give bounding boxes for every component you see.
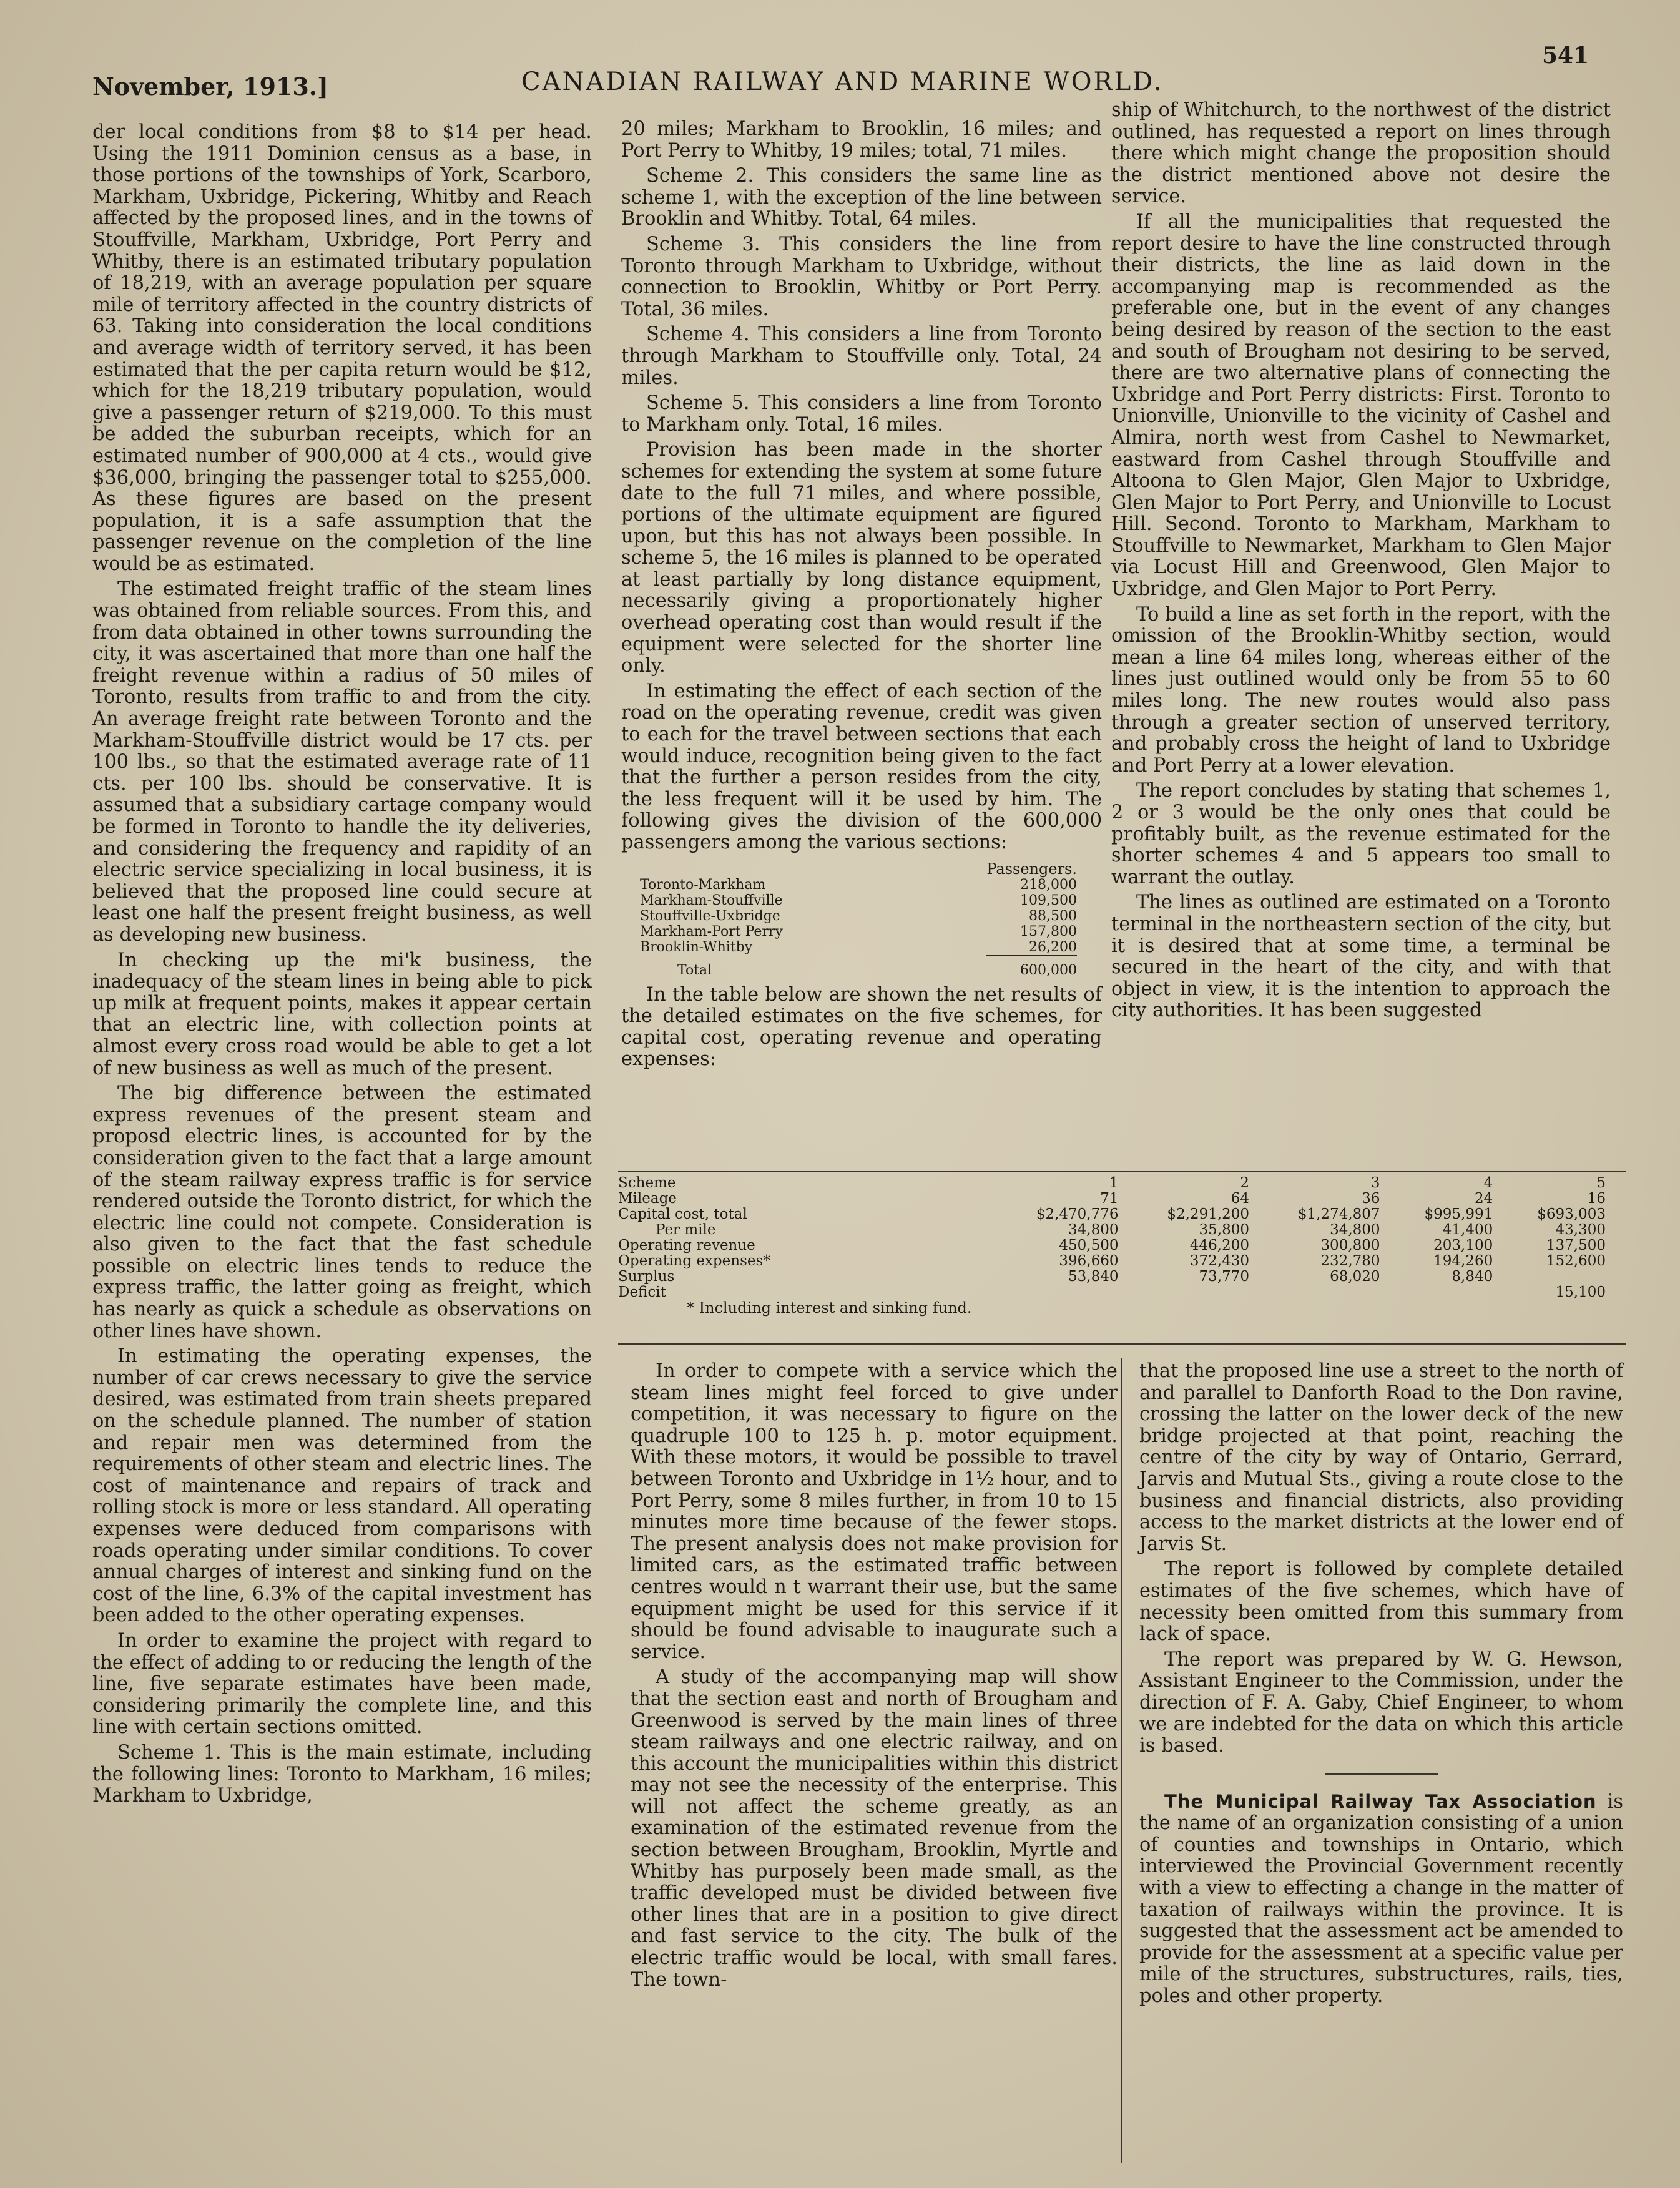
total-label: Total: [677, 962, 712, 978]
paragraph: The lines as outlined are estimated on a Toronto terminal in the northeastern section of the city, but it is desired that at some time, a terminal be secured in the heart of the city, and with that object in view, it is the intention to approach the city authorities. It has been suggested: [1111, 891, 1611, 1022]
passenger-table: [640, 861, 1077, 978]
column-header: 2: [1240, 1175, 1250, 1191]
cell: 450,500: [1059, 1237, 1119, 1253]
section-name: Stouffville-Uxbridge: [640, 908, 780, 924]
column-2-lower: [631, 1361, 1118, 1991]
column-header: 5: [1596, 1175, 1606, 1191]
column-3-lower: [1139, 1361, 1623, 2008]
article-heading: The Municipal Railway Tax Association: [1164, 1790, 1597, 1812]
paragraph: Scheme 1. This is the main estimate, including the following lines: Toronto to Markham, 16 miles; Markham to Uxbridge,: [92, 1741, 592, 1807]
passenger-value: 109,500: [1020, 892, 1077, 908]
cell: 71: [1100, 1190, 1119, 1207]
cell: $1,274,807: [1297, 1206, 1380, 1222]
column-1: [92, 122, 592, 1807]
paragraph: Scheme 5. This considers a line from Toronto to Markham only. Total, 16 miles.: [621, 392, 1102, 436]
column-header: 1: [1109, 1175, 1119, 1191]
table-bottom-rule: [618, 1343, 1626, 1345]
issue-date: November, 1913.]: [92, 72, 328, 101]
cell: 152,600: [1546, 1253, 1606, 1269]
cell: [1005, 1285, 1136, 1300]
paragraph: that the proposed line use a street to the north of and parallel to Danforth Road to the Don ravine, crossing the latter on the lower deck of the new bridge projected at that point, reaching the centre of the city by way of Ontario, Gerrard, Jarvis and Mutual Sts., giving a route close to the business and financial districts, also providing access to the market districts at the lower end of Jarvis St.: [1139, 1360, 1623, 1555]
cell: 194,260: [1433, 1253, 1493, 1269]
cell: 41,400: [1442, 1222, 1493, 1238]
cell: 34,800: [1068, 1222, 1119, 1238]
cell: 15,100: [1555, 1284, 1606, 1300]
cell: $693,003: [1537, 1206, 1606, 1222]
row-label: Per mile: [656, 1222, 716, 1238]
paragraph: Provision has been made in the shorter schemes for extending the system at some future date to the full 71 miles, and where possible, portions of the ultimate equipment are figured upon, but this has not always been possible. In scheme 5, the 16 miles is planned to be operated at least partially by long distance equipment, necessarily giving a proportionately higher overhead operating cost than would result if the equipment were selected for the shorter line only.: [621, 439, 1102, 677]
table-footnote: * Including interest and sinking fund.: [687, 1299, 972, 1317]
column-header: 4: [1483, 1175, 1493, 1191]
paragraph: The big difference between the estimated express revenues of the present steam and proposd electric lines, is accounted for by the consideration given to the fact that a large amount of the steam railway express traffic is for service rendered outside the Toronto district, for which the electric line could not compete. Consideration is also given to the fact that the fast schedule possible on electric lines tends to reduce the express traffic, the latter going as freight, which has nearly as quick a schedule as observations on other lines have shown.: [92, 1082, 592, 1342]
cell: [1267, 1285, 1398, 1300]
cell: [1510, 1269, 1623, 1285]
cell: 396,660: [1059, 1253, 1119, 1269]
table-row: [640, 939, 1077, 956]
paragraph: 20 miles; Markham to Brooklin, 16 miles; and Port Perry to Whitby, 19 miles; total, 71 miles.: [621, 118, 1102, 162]
table-row: [640, 893, 1077, 908]
cell: 35,800: [1199, 1222, 1250, 1238]
passenger-value: 218,000: [1020, 876, 1077, 893]
paragraph: ship of Whitchurch, to the northwest of the district outlined, has requested a report on lines through there which might change the proposition should the district mentioned above not desire the service.: [1111, 99, 1611, 208]
column-header: 3: [1370, 1175, 1380, 1191]
total-value: 600,000: [1020, 962, 1077, 978]
passenger-value: 157,800: [1020, 923, 1077, 939]
cell: 16: [1587, 1190, 1606, 1207]
article-paragraph: [1139, 1791, 1623, 2008]
cell: 446,200: [1189, 1237, 1250, 1253]
table-row: [640, 924, 1077, 939]
column-2: [621, 119, 1102, 1071]
paragraph: In order to compete with a service which the steam lines might feel forced to give under competition, it was necessary to figure on the quadruple 100 to 125 h. p. motor equipment. With these motors, it would be possible to travel between Toronto and Uxbridge in 1½ hour, and to Port Perry, some 8 miles further, in from 10 to 15 minutes more time because of the fewer stops. The present analysis does not make provision for limited cars, as the estimated traffic between centres would n t warrant their use, but the same equipment might be used for this service if it should be found advisable to inaugurate such a service.: [631, 1360, 1118, 1663]
cell: 53,840: [1068, 1268, 1119, 1285]
cell: 43,300: [1555, 1222, 1606, 1238]
paragraph: The report concludes by stating that schemes 1, 2 or 3 would be the only ones that could be profitably built, as the revenue estimated for the shorter schemes 4 and 5 appears too small to warrant the outlay.: [1111, 780, 1611, 888]
cell: 24: [1474, 1190, 1493, 1207]
article-separator: [1325, 1773, 1438, 1775]
section-name: Markham-Stouffville: [640, 892, 783, 908]
cell: $995,991: [1424, 1206, 1493, 1222]
paragraph: The report was prepared by W. G. Hewson, Assistant Engineer to the Commission, under the direction of F. A. Gaby, Chief Engineer, to whom we are indebted for the data on which this article is based.: [1139, 1648, 1623, 1757]
scheme-estimates-table: [618, 1175, 1623, 1316]
publication-title: CANADIAN RAILWAY AND MARINE WORLD.: [521, 67, 1164, 96]
paragraph: Scheme 2. This considers the same line as scheme 1, with the exception of the line between Brooklin and Whitby. Total, 64 miles.: [621, 165, 1102, 230]
table-row: [640, 877, 1077, 893]
page-number: 541: [1542, 42, 1589, 69]
cell: 34,800: [1330, 1222, 1380, 1238]
paragraph: The report is followed by complete detailed estimates of the five schemes, which have of necessity been omitted from this summary from lack of space.: [1139, 1558, 1623, 1646]
cell: 8,840: [1452, 1268, 1493, 1285]
cell: 64: [1231, 1190, 1250, 1207]
paragraph: In estimating the effect of each section of the road on the operating revenue, credit was given to each for the travel between sections that each would induce, recognition being given to the fact that the further a person resides from the city, the less frequent will it be used by him. The following gives the division of the 600,000 passengers among the various sections:: [621, 680, 1102, 853]
row-label: Surplus: [618, 1268, 675, 1285]
article-text: is the name of an organization consisting of a union of counties and townships in Ontario, which interviewed the Provincial Government recently with a view to effecting a change in the matter of taxation of railways within the province. It is suggested that the assessment act be amended to provide for the assessment at a specific value per mile of the structures, substructures, rails, ties, poles and other property.: [1139, 1790, 1623, 2008]
cell: 137,500: [1546, 1237, 1606, 1253]
passenger-value: 26,200: [1029, 939, 1077, 955]
row-label: Mileage: [618, 1190, 677, 1207]
cell: 232,780: [1320, 1253, 1380, 1269]
row-label: Operating revenue: [618, 1237, 755, 1253]
row-label: Operating expenses*: [618, 1253, 770, 1269]
passenger-value: 88,500: [1029, 908, 1077, 924]
cell: $2,291,200: [1167, 1206, 1250, 1222]
section-name: Brooklin-Whitby: [640, 939, 753, 956]
section-name: Markham-Port Perry: [640, 923, 783, 939]
paragraph: The estimated freight traffic of the steam lines was obtained from reliable sources. From this, and from data obtained in other towns surrounding the city, it was ascertained that more than one half the freight revenue within a radius of 50 miles of Toronto, results from traffic to and from the city. An average freight rate between Toronto and the Markham-Stouffville district would be 17 cts. per 100 lbs., so that the estimated average rate of 11 cts. per 100 lbs. should be conservative. It is assumed that a subsidiary cartage company would be formed in Toronto to handle the ity deliveries, and considering the frequency and rapidity of an electric service specializing in local business, it is believed that the proposed line could secure at least one half the present freight business, as well as developing new business.: [92, 578, 592, 946]
cell: 300,800: [1320, 1237, 1380, 1253]
table-row: [618, 1238, 1623, 1253]
table-row: [640, 908, 1077, 924]
paragraph: In checking up the mi'k business, the inadequacy of the steam lines in being able to pick up milk at frequent points, makes it appear certain that an electric line, with collection points at almost every cross road would be able to get a lot of new business as well as much of the present.: [92, 949, 592, 1079]
section-name: Toronto-Markham: [640, 876, 766, 893]
paragraph: A study of the accompanying map will show that the section east and north of Brougham and Greenwood is served by the main lines of three steam railways and one electric railway, and on this account the municipalities within this district may not see the necessity of the enterprise. This will not affect the scheme greatly, as an examination of the estimated revenue from the section between Brougham, Brooklin, Myrtle and Whitby has purposely been made small, as the traffic developed must be divided between five other lines that are in a position to give direct and fast service to the city. The bulk of the electric traffic would be local, with small fares. The town-: [631, 1666, 1118, 1991]
table-row: [618, 1269, 1623, 1285]
table-header-row: [618, 1175, 1623, 1191]
cell: 372,430: [1189, 1253, 1250, 1269]
table-total-row: [640, 956, 1077, 978]
table-row: [618, 1207, 1623, 1222]
cell: 68,020: [1330, 1268, 1380, 1285]
table-row: [618, 1253, 1623, 1269]
cell: [1398, 1285, 1511, 1300]
cell: 36: [1362, 1190, 1380, 1207]
row-label: Deficit: [618, 1284, 666, 1300]
paragraph: Scheme 3. This considers the line from Toronto through Markham to Uxbridge, without connection to Brooklin, Whitby or Port Perry. Total, 36 miles.: [621, 233, 1102, 320]
table-row: [618, 1191, 1623, 1207]
paragraph: Scheme 4. This considers a line from Toronto through Markham to Stouffville only. Total, 24 miles.: [621, 323, 1102, 389]
cell: [1136, 1285, 1267, 1300]
row-label: Capital cost, total: [618, 1206, 747, 1222]
paragraph: In estimating the operating expenses, the number of car crews necessary to give the service desired, was estimated from train sheets prepared on the schedule planned. The number of station and repair men was determined from the requirements of other steam and electric lines. The cost of maintenance and repairs of track and rolling stock is more or less standard. All operating expenses were deduced from comparisons with roads operating under similar conditions. To cover annual charges of interest and sinking fund on the cost of the line, 6.3% of the capital investment has been added to the other operating expenses.: [92, 1345, 592, 1627]
cell: 73,770: [1199, 1268, 1250, 1285]
passenger-table-header: Passengers.: [986, 860, 1077, 878]
paragraph: der local conditions from $8 to $14 per head. Using the 1911 Dominion census as a base, in those portions of the townships of York, Scarboro, Markham, Uxbridge, Pickering, Whitby and Reach affected by the proposed lines, and in the towns of Stouffville, Markham, Uxbridge, Port Perry and Whitby, there is an estimated tributary population of 18,219, with an average population per square mile of territory affected in the country districts of 63. Taking into consideration the local conditions and average width of territory served, it has been estimated that the per capita return would be $12, which for the 18,219 tributary population, would give a passenger return of $219,000. To this must be added the suburban receipts, which for an estimated number of 900,000 at 4 cts., would give $36,000, bringing the passenger total to $255,000. As these figures are based on the present population, it is a safe assumption that the passenger revenue on the completion of the line would be as estimated.: [92, 121, 592, 575]
paragraph: In the table below are shown the net results of the detailed estimates on the five schemes, for capital cost, operating revenue and operating expenses:: [621, 983, 1102, 1071]
paragraph: If all the municipalities that requested the report desire to have the line constructed through their districts, the line as laid down in the accompanying map is recommended as the preferable one, but in the event of any changes being desired by reason of the section to the east and south of Brougham not desiring to be served, there are two alternative plans of connecting the Uxbridge and Port Perry districts: First. Toronto to Unionville, Unionville to the vicinity of Cashel and Almira, north west from Cashel to Newmarket, eastward from Cashel through Stouffville and Altoona to Glen Major, Glen Major to Uxbridge, Glen Major to Port Perry, and Unionville to Locust Hill. Second. Toronto to Markham, Markham to Stouffville to Newmarket, Markham to Glen Major via Locust Hill and Greenwood, Glen Major to Uxbridge, and Glen Major to Port Perry.: [1111, 210, 1611, 601]
table-top-rule: [618, 1171, 1626, 1172]
column-3: [1111, 100, 1611, 1022]
paragraph: In order to examine the project with regard to the effect of adding to or reducing the length of the line, five separate estimates have been made, considering primarily the complete line, and this line with certain sections omitted.: [92, 1629, 592, 1739]
column-divider: [1121, 1358, 1122, 2163]
cell: 203,100: [1433, 1237, 1493, 1253]
table-row: [618, 1285, 1623, 1300]
cell: $2,470,776: [1036, 1206, 1119, 1222]
paragraph: To build a line as set forth in the report, with the omission of the Brooklin-Whitby section, would mean a line 64 miles long, whereas either of the lines just outlined would only be from 55 to 60 miles long. The new routes would also pass through a greater section of unserved territory, and probably cross the height of land to Uxbridge and Port Perry at a lower elevation.: [1111, 603, 1611, 777]
table-row: [618, 1222, 1623, 1238]
row-label: Scheme: [618, 1175, 676, 1191]
